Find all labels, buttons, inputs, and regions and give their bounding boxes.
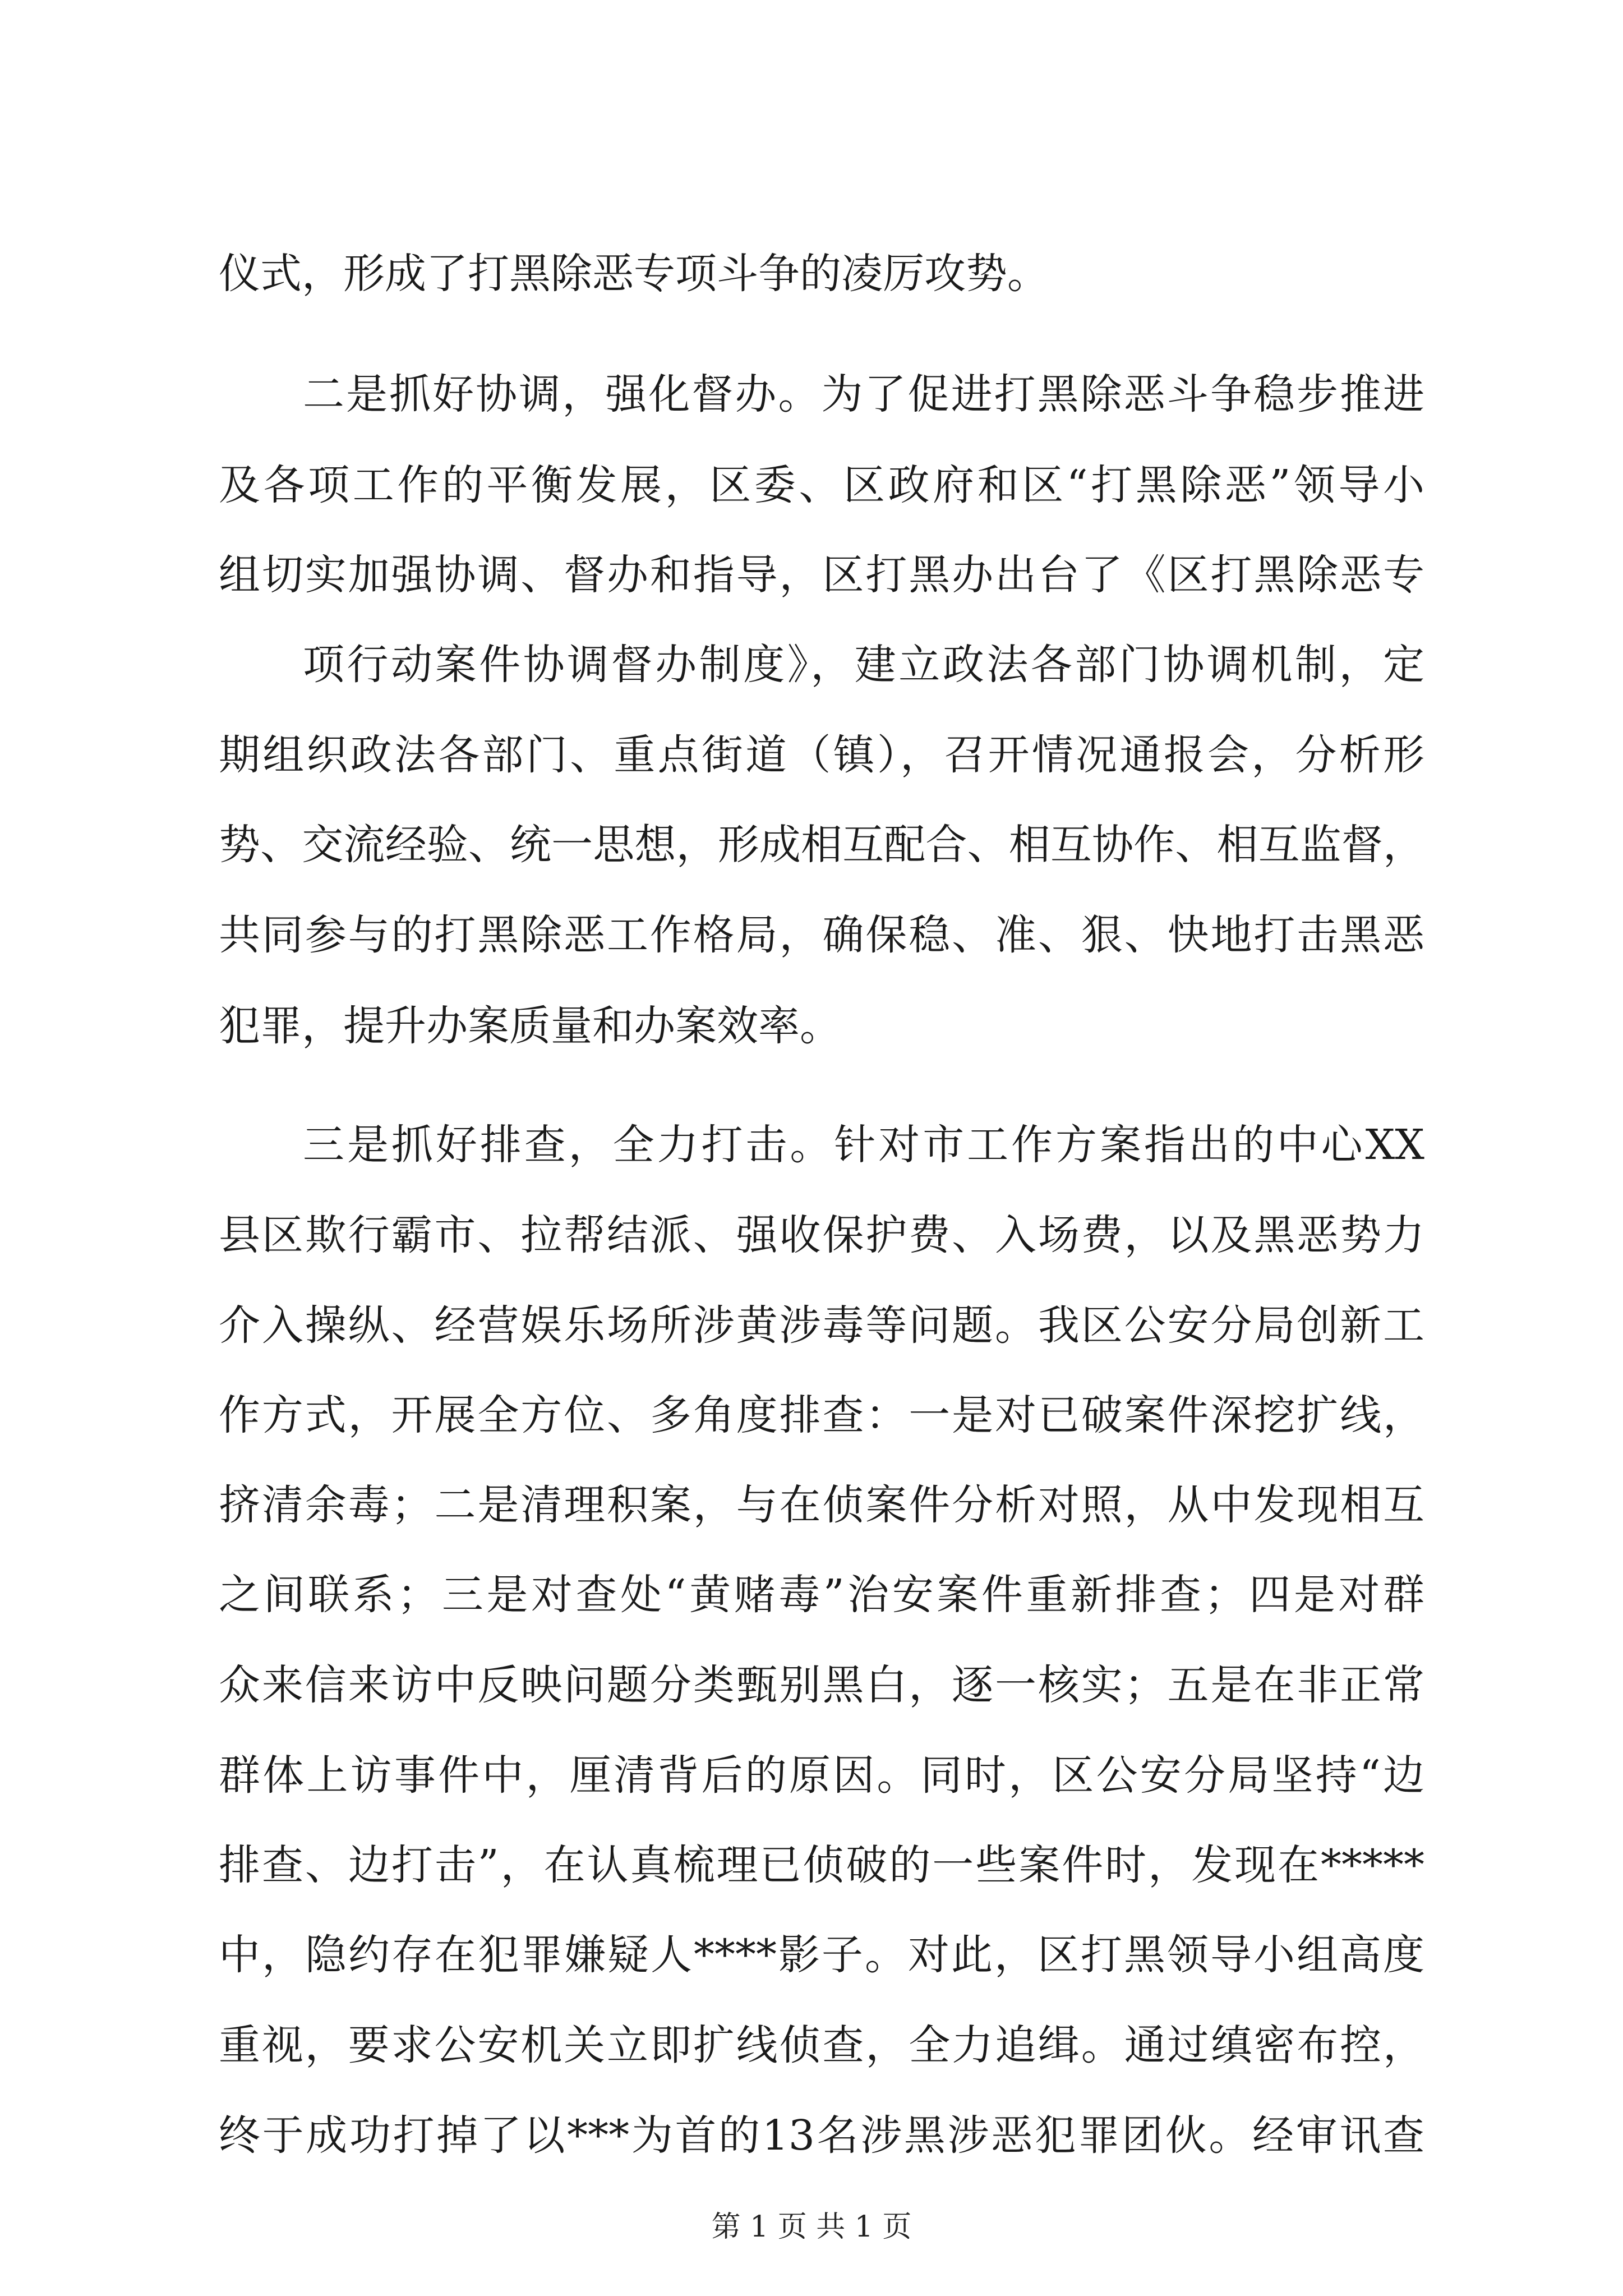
text-line: 群体上访事件中，厘清背后的原因。同时，区公安分局坚持“边 xyxy=(219,1751,1424,1800)
text-line: 犯罪，提升办案质量和办案效率。 xyxy=(219,1002,841,1050)
text-line: 势、交流经验、统一思想，形成相互配合、相互协作、相互监督， xyxy=(219,821,1424,869)
text-line: 终于成功打掉了以***为首的13名涉黑涉恶犯罪团伙。经审讯查 xyxy=(219,2111,1424,2160)
text-line: 县区欺行霸市、拉帮结派、强收保护费、入场费，以及黑恶势力 xyxy=(219,1211,1424,1259)
paragraph-start-line: 二是抓好协调，强化督办。为了促进打黑除恶斗争稳步推进 xyxy=(303,370,1424,418)
text-line: 共同参与的打黑除恶工作格局，确保稳、准、狠、快地打击黑恶 xyxy=(219,911,1424,959)
text-line: 重视，要求公安机关立即扩线侦查，全力追缉。通过缜密布控， xyxy=(219,2021,1424,2069)
paragraph-start-line: 三是抓好排查，全力打击。针对市工作方案指出的中心XX xyxy=(303,1121,1424,1169)
text-line: 项行动案件协调督办制度》，建立政法各部门协调机制，定 xyxy=(303,641,1424,689)
text-line: 众来信来访中反映问题分类甄别黑白，逐一核实；五是在非正常 xyxy=(219,1661,1424,1709)
text-line: 挤清余毒；二是清理积案，与在侦案件分析对照，从中发现相互 xyxy=(219,1481,1424,1529)
text-line: 组切实加强协调、督办和指导，区打黑办出台了《区打黑除恶专 xyxy=(219,551,1424,599)
text-line: 中，隐约存在犯罪嫌疑人****影子。对此，区打黑领导小组高度 xyxy=(219,1931,1424,1979)
text-line: 之间联系；三是对查处“黄赌毒”治安案件重新排查；四是对群 xyxy=(219,1571,1424,1619)
text-line: 及各项工作的平衡发展，区委、区政府和区“打黑除恶”领导小 xyxy=(219,461,1424,509)
text-line: 仪式，形成了打黑除恶专项斗争的凌厉攻势。 xyxy=(219,250,1049,298)
text-line: 期组织政法各部门、重点街道（镇），召开情况通报会，分析形 xyxy=(219,731,1424,779)
text-line: 介入操纵、经营娱乐场所涉黄涉毒等问题。我区公安分局创新工 xyxy=(219,1301,1424,1350)
text-line: 作方式，开展全方位、多角度排查：一是对已破案件深挖扩线， xyxy=(219,1391,1424,1439)
page-footer: 第 1 页 共 1 页 xyxy=(711,2210,912,2244)
text-line: 排查、边打击”，在认真梳理已侦破的一些案件时，发现在***** xyxy=(219,1841,1424,1889)
